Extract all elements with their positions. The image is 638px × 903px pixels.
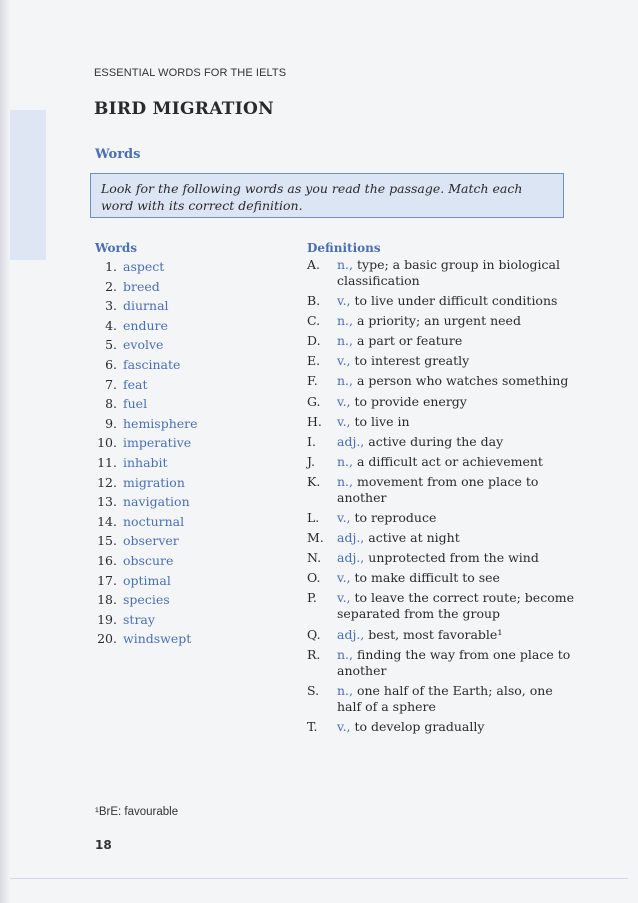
word-number: 2.: [105, 278, 117, 294]
definition-item: [307, 627, 577, 643]
word-text: migration: [123, 474, 185, 490]
definition-body: [337, 454, 577, 470]
word-item: [91, 629, 231, 649]
part-of-speech: n.,: [337, 473, 353, 489]
definition-item: [307, 313, 577, 329]
word-text: observer: [123, 533, 179, 549]
definition-text: to reproduce: [354, 510, 437, 526]
part-of-speech: adj.,: [337, 530, 365, 546]
part-of-speech: v.,: [337, 293, 351, 309]
definition-letter: M.: [307, 530, 324, 546]
word-text: hemisphere: [123, 415, 198, 431]
word-text: diurnal: [123, 298, 169, 314]
definition-text: to interest greatly: [354, 353, 470, 369]
definition-body: [337, 510, 577, 526]
definition-body: [337, 414, 577, 430]
part-of-speech: n.,: [337, 646, 353, 662]
definition-item: [307, 454, 577, 470]
definition-body: [337, 683, 577, 715]
definition-body: [337, 627, 577, 643]
word-text: endure: [123, 317, 168, 333]
definition-item: [307, 550, 577, 566]
word-item: [91, 453, 231, 473]
word-text: nocturnal: [123, 513, 185, 529]
word-item: [91, 590, 231, 610]
word-item: [91, 316, 231, 336]
definition-text: a part or feature: [356, 333, 463, 349]
word-text: feat: [123, 376, 148, 392]
definition-letter: R.: [307, 646, 321, 662]
word-number: 19.: [97, 611, 117, 627]
definition-body: [337, 570, 577, 586]
definition-item: [307, 414, 577, 430]
definition-text: active during the day: [368, 433, 504, 449]
word-text: species: [123, 592, 170, 608]
definition-text: type; a basic group in biological classification: [337, 257, 560, 288]
definition-item: [307, 333, 577, 349]
definition-body: [337, 394, 577, 410]
definition-item: [307, 570, 577, 586]
word-number: 5.: [105, 337, 117, 353]
definition-letter: S.: [307, 682, 320, 698]
definition-letter: A.: [307, 257, 321, 272]
definition-item: [307, 353, 577, 369]
word-text: navigation: [123, 494, 190, 510]
definition-letter: I.: [307, 433, 316, 449]
definition-text: movement from one place to another: [337, 473, 539, 505]
definition-body: [337, 313, 577, 329]
definition-letter: O.: [307, 570, 321, 586]
definition-letter: E.: [307, 353, 321, 369]
definition-text: one half of the Earth; also, one half of a sphere: [337, 682, 553, 714]
definition-text: to leave the correct route; become separated from the group: [337, 590, 574, 622]
word-text: imperative: [123, 435, 192, 451]
definition-letter: G.: [307, 393, 321, 409]
word-number: 20.: [97, 631, 117, 647]
page-number: 18: [95, 838, 112, 852]
word-number: 12.: [97, 474, 117, 490]
word-number: 8.: [105, 396, 117, 412]
definition-item: [307, 530, 577, 546]
part-of-speech: n.,: [337, 333, 353, 349]
definition-body: [337, 590, 577, 622]
word-number: 11.: [97, 454, 117, 470]
part-of-speech: n.,: [337, 682, 353, 698]
definition-text: best, most favorable¹: [368, 626, 503, 642]
word-number: 1.: [105, 259, 117, 274]
part-of-speech: v.,: [337, 393, 351, 409]
word-text: evolve: [123, 337, 164, 353]
word-number: 17.: [97, 572, 117, 588]
definition-body: [337, 530, 577, 546]
word-text: windswept: [123, 631, 192, 647]
word-item: [91, 355, 231, 375]
part-of-speech: n.,: [337, 373, 353, 389]
definition-body: [337, 257, 577, 289]
word-number: 13.: [97, 494, 117, 510]
part-of-speech: v.,: [337, 353, 351, 369]
word-item: [91, 335, 231, 355]
part-of-speech: n.,: [337, 313, 353, 329]
definition-item: [307, 590, 577, 622]
definition-item: [307, 434, 577, 450]
definition-letter: L.: [307, 510, 320, 526]
definitions-column-heading: Definitions: [307, 241, 381, 255]
part-of-speech: v.,: [337, 510, 351, 526]
definition-body: [337, 474, 577, 506]
definition-item: [307, 257, 577, 289]
word-number: 14.: [97, 513, 117, 529]
instruction-text: Look for the following words as you read the passage. Match each word with its correct definition.: [101, 181, 523, 213]
word-number: 6.: [105, 356, 117, 372]
definition-letter: Q.: [307, 626, 321, 642]
word-number: 10.: [97, 435, 117, 451]
definition-list: [307, 257, 577, 739]
word-item: [91, 551, 231, 571]
word-number: 15.: [97, 533, 117, 549]
word-item: [91, 296, 231, 316]
word-number: 4.: [105, 317, 117, 333]
word-text: breed: [123, 278, 160, 294]
definition-body: [337, 719, 577, 735]
definition-item: [307, 474, 577, 506]
word-text: optimal: [123, 572, 171, 588]
definition-text: active at night: [368, 530, 460, 546]
word-item: [91, 512, 231, 532]
part-of-speech: v.,: [337, 718, 351, 734]
definition-item: [307, 647, 577, 679]
definition-letter: H.: [307, 413, 322, 429]
definition-item: [307, 394, 577, 410]
word-text: stray: [123, 611, 155, 627]
bottom-rule: [10, 878, 628, 879]
definition-body: [337, 434, 577, 450]
word-text: inhabit: [123, 454, 168, 470]
word-number: 18.: [97, 592, 117, 608]
word-item: [91, 531, 231, 551]
word-item: [91, 257, 231, 277]
word-number: 3.: [105, 298, 117, 314]
definition-letter: D.: [307, 333, 321, 349]
page-title: BIRD MIGRATION: [94, 99, 274, 119]
definition-body: [337, 550, 577, 566]
part-of-speech: n.,: [337, 257, 353, 272]
definition-item: [307, 373, 577, 389]
instruction-box: [90, 173, 564, 218]
footnote: ¹BrE: favourable: [95, 806, 179, 818]
word-item: [91, 610, 231, 630]
definition-text: to live in: [354, 413, 410, 429]
word-text: aspect: [123, 259, 165, 274]
definition-letter: K.: [307, 473, 321, 489]
word-item: [91, 414, 231, 434]
definition-letter: T.: [307, 718, 318, 734]
page-gutter-shadow: [0, 0, 10, 903]
part-of-speech: v.,: [337, 590, 351, 606]
definition-body: [337, 293, 577, 309]
word-text: fuel: [123, 396, 148, 412]
definition-text: finding the way from one place to another: [337, 646, 571, 678]
definition-body: [337, 353, 577, 369]
definition-text: to make difficult to see: [354, 570, 500, 586]
definition-letter: P.: [307, 590, 317, 606]
word-list: [91, 257, 231, 649]
definition-letter: F.: [307, 373, 318, 389]
word-item: [91, 375, 231, 395]
word-item: [91, 277, 231, 297]
word-text: fascinate: [123, 356, 181, 372]
side-tab-decoration: [10, 110, 46, 260]
definition-letter: C.: [307, 313, 321, 329]
definition-item: [307, 293, 577, 309]
word-number: 16.: [97, 552, 117, 568]
definition-text: unprotected from the wind: [368, 550, 539, 566]
section-label-words: Words: [95, 147, 141, 162]
part-of-speech: v.,: [337, 413, 351, 429]
part-of-speech: adj.,: [337, 550, 365, 566]
definition-letter: B.: [307, 293, 321, 309]
word-item: [91, 394, 231, 414]
definition-letter: N.: [307, 550, 322, 566]
definition-text: to live under difficult conditions: [354, 293, 558, 309]
word-item: [91, 433, 231, 453]
definition-text: a person who watches something: [356, 373, 569, 389]
part-of-speech: v.,: [337, 570, 351, 586]
definition-body: [337, 373, 577, 389]
definition-body: [337, 333, 577, 349]
part-of-speech: n.,: [337, 453, 353, 469]
word-item: [91, 571, 231, 591]
definition-text: to provide energy: [354, 393, 467, 409]
word-number: 7.: [105, 376, 117, 392]
definition-item: [307, 719, 577, 735]
definition-text: a difficult act or achievement: [356, 453, 543, 469]
word-item: [91, 492, 231, 512]
word-number: 9.: [105, 415, 117, 431]
part-of-speech: adj.,: [337, 626, 365, 642]
definition-letter: J.: [307, 453, 316, 469]
word-item: [91, 473, 231, 493]
definition-text: to develop gradually: [354, 718, 485, 734]
definition-item: [307, 683, 577, 715]
definition-body: [337, 647, 577, 679]
running-head: ESSENTIAL WORDS FOR THE IELTS: [94, 67, 287, 79]
part-of-speech: adj.,: [337, 433, 365, 449]
words-column-heading: Words: [95, 241, 137, 255]
definition-item: [307, 510, 577, 526]
definition-text: a priority; an urgent need: [356, 313, 521, 329]
word-text: obscure: [123, 552, 174, 568]
